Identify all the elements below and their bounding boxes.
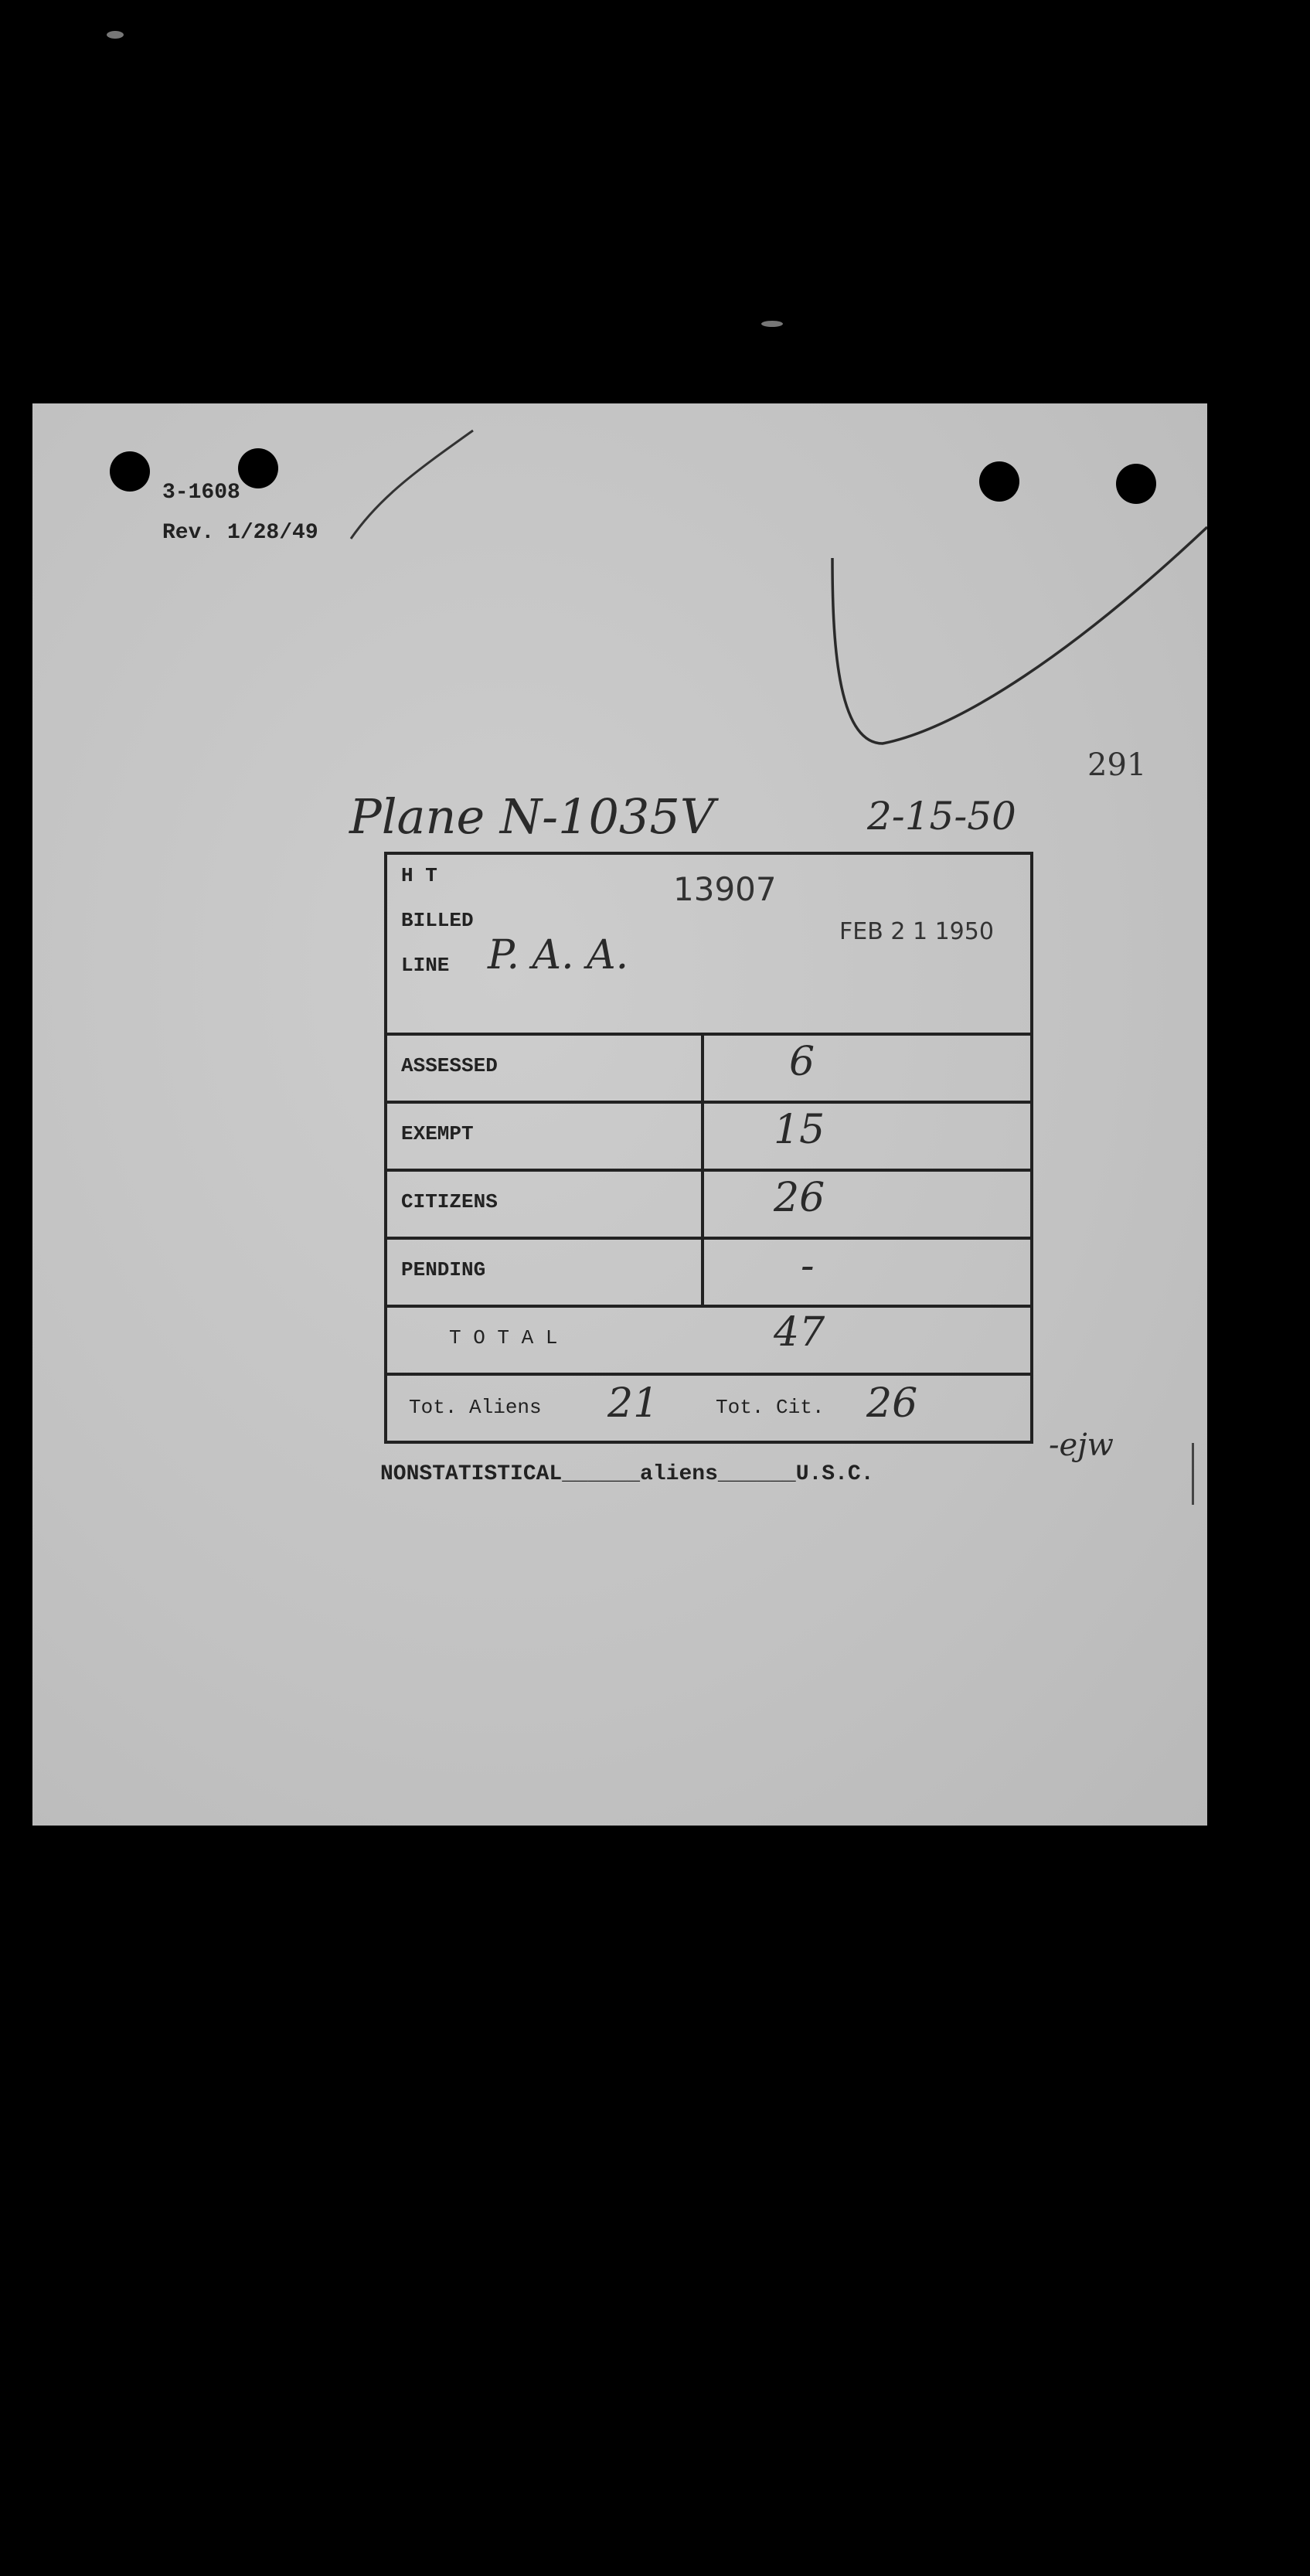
total-value: 47 — [774, 1309, 825, 1356]
line-value: P. A. A. — [488, 932, 629, 978]
revision-date: Rev. 1/28/49 — [162, 521, 318, 545]
margin-mark — [1192, 1443, 1194, 1505]
divider — [387, 1373, 1030, 1376]
citizens-label: CITIZENS — [401, 1190, 498, 1213]
total-label: T O T A L — [449, 1326, 558, 1349]
tot-cit-label: Tot. Cit. — [716, 1396, 825, 1419]
form-number: 3-1608 — [162, 481, 240, 505]
divider — [387, 1169, 1030, 1172]
dust-speck — [761, 321, 783, 327]
citizens-value: 26 — [774, 1175, 825, 1221]
ht-label: H T — [401, 864, 437, 887]
nonstatistical-line: NONSTATISTICAL______aliens______U.S.C. — [380, 1462, 874, 1486]
ht-number: 13907 — [673, 870, 777, 908]
tot-cit-value: 26 — [866, 1380, 918, 1427]
billed-label: BILLED — [401, 909, 474, 932]
exempt-value: 15 — [774, 1107, 825, 1153]
pending-value: - — [801, 1243, 815, 1289]
page-number: 291 — [1087, 747, 1147, 783]
line-label: LINE — [401, 954, 450, 977]
divider — [387, 1033, 1030, 1036]
pending-label: PENDING — [401, 1258, 486, 1281]
dust-speck — [107, 31, 124, 39]
plane-number: Plane N-1035V — [349, 788, 715, 845]
divider — [387, 1237, 1030, 1240]
divider — [387, 1305, 1030, 1308]
handwritten-date: 2-15-50 — [867, 794, 1016, 839]
document-page — [32, 403, 1207, 1826]
column-divider — [701, 1033, 704, 1305]
exempt-label: EXEMPT — [401, 1122, 474, 1145]
assessed-label: ASSESSED — [401, 1054, 498, 1077]
tot-aliens-value: 21 — [607, 1380, 659, 1427]
divider — [387, 1101, 1030, 1104]
margin-initials: -ejw — [1049, 1428, 1114, 1463]
date-stamp: FEB 2 1 1950 — [839, 918, 994, 945]
pen-checkmark — [32, 403, 1207, 790]
manifest-form — [384, 852, 1033, 1444]
tot-aliens-label: Tot. Aliens — [409, 1396, 542, 1419]
assessed-value: 6 — [789, 1039, 815, 1085]
